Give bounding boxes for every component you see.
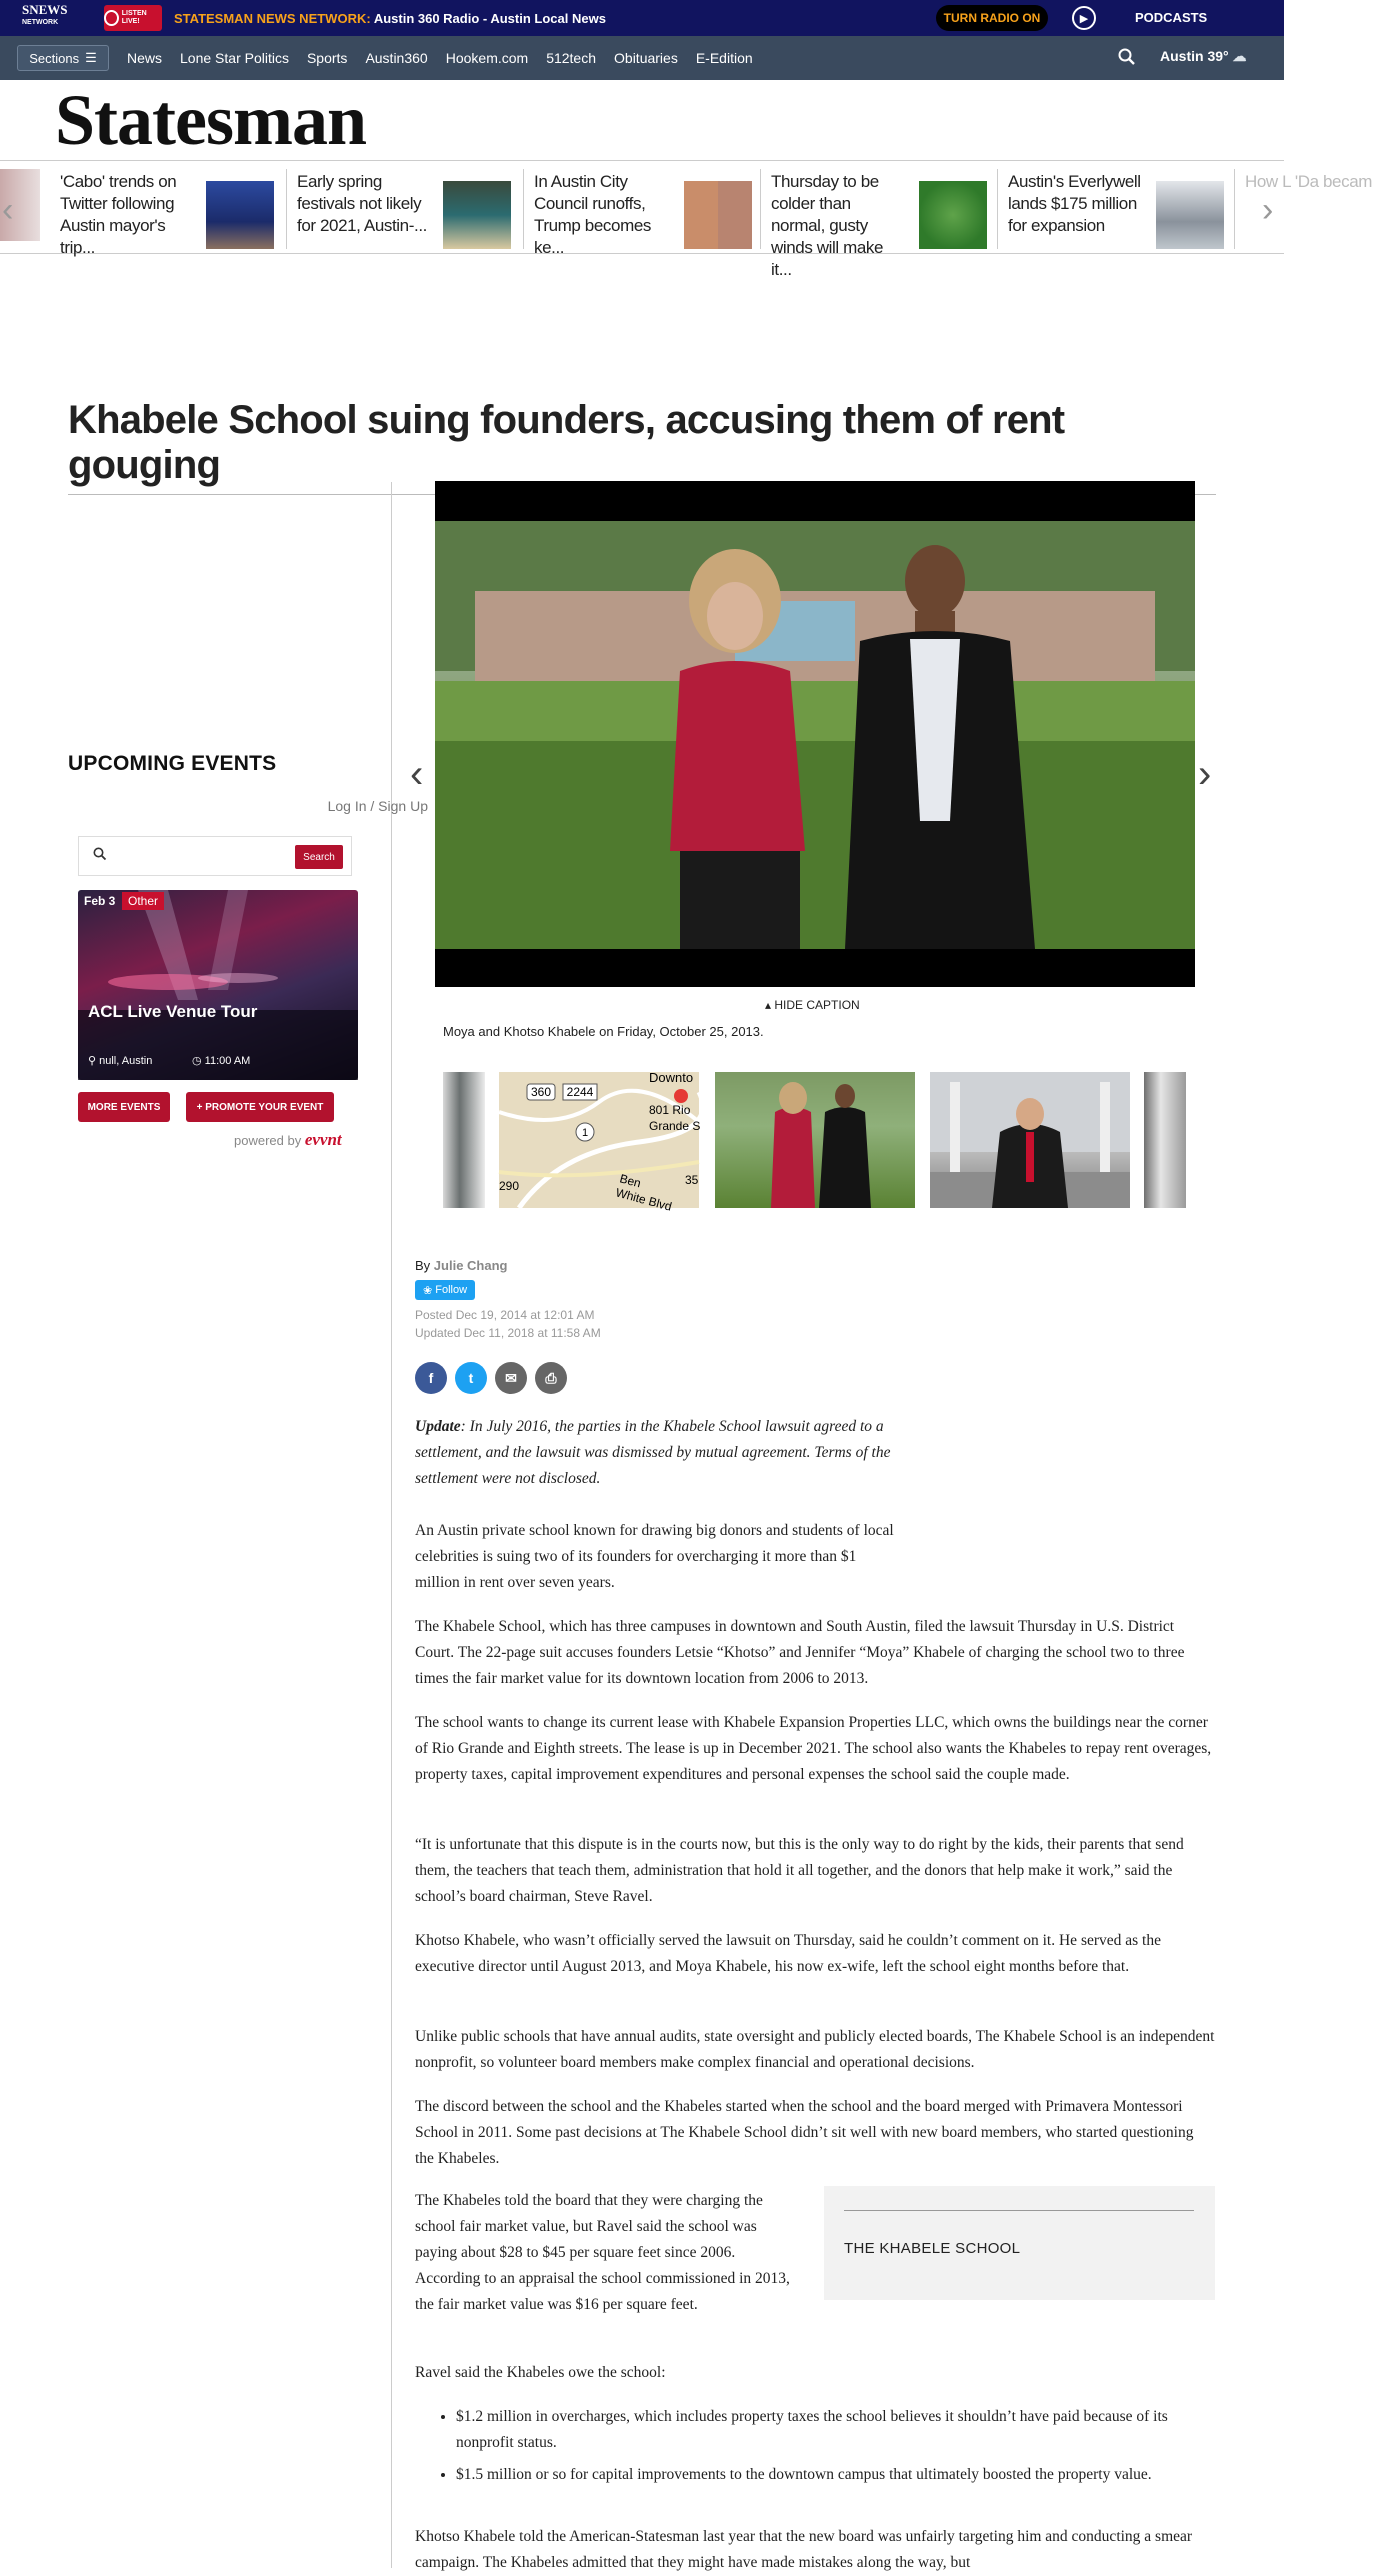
event-title: ACL Live Venue Tour xyxy=(88,1002,258,1021)
carousel-item[interactable]: Thursday to be colder than normal, gusty winds will make it... xyxy=(761,169,998,249)
article-headline: Khabele School suing founders, accusing them of rent gouging xyxy=(68,398,1216,495)
events-search-button[interactable]: Search xyxy=(295,845,343,869)
print-icon[interactable]: ⎙ xyxy=(535,1362,567,1394)
sidebox-title: THE KHABELE SCHOOL xyxy=(844,2240,1021,2257)
sections-menu-button[interactable]: Sections ☰ xyxy=(17,45,109,71)
events-search-field[interactable] xyxy=(78,836,352,876)
article-paragraph: The school wants to change its current lease with Khabele Expansion Properties LLC, which owns the buildings near the corner of Rio Grande and Eighth streets. The lease is up in December 2021. The school also wants the Khabeles to repay rent overages, property taxes, capital improvement expenditures and personal expenses the school said the couple made. xyxy=(415,1714,1212,1783)
weather-widget[interactable]: Austin 39° ☁ xyxy=(1160,48,1247,64)
news-network-logo[interactable]: SNEWS NETWORK xyxy=(22,2,68,26)
twitter-follow-button[interactable]: ❀ Follow xyxy=(415,1280,475,1300)
article-paragraph: An Austin private school known for drawing big donors and students of local celebrities is suing two of its founders for overcharging it more than $1 million in rent over seven years. xyxy=(415,1522,894,1591)
top-bar xyxy=(0,0,1284,36)
posted-date: Posted Dec 19, 2014 at 12:01 AM xyxy=(415,1308,595,1322)
powered-by-evvnt[interactable]: powered by evvnt xyxy=(234,1130,342,1149)
network-station: Austin 360 Radio - Austin Local News xyxy=(373,10,606,26)
hamburger-icon: ☰ xyxy=(85,50,97,65)
owed-list xyxy=(438,2404,1218,2494)
thumbnail-image xyxy=(715,1072,915,1208)
map-label: Grande S xyxy=(649,1119,701,1133)
thumbnail-image xyxy=(930,1072,1130,1208)
story-carousel xyxy=(0,160,1373,279)
clock-icon: ◷ xyxy=(192,1055,202,1067)
event-card[interactable] xyxy=(78,890,358,1080)
carousel-item[interactable]: 'Cabo' trends on Twitter following Austin mayor's trip... xyxy=(50,169,287,249)
podcasts-link[interactable]: PODCASTS xyxy=(1135,10,1208,25)
more-events-button[interactable]: MORE EVENTS xyxy=(78,1092,170,1122)
map-label: 801 Rio xyxy=(649,1103,691,1117)
search-icon[interactable] xyxy=(1118,48,1136,71)
nav-512tech[interactable]: 512tech xyxy=(546,50,597,66)
masthead-logo[interactable]: Statesman xyxy=(55,80,366,160)
hide-caption-toggle[interactable]: ▴ HIDE CAPTION xyxy=(765,998,860,1012)
photo-image xyxy=(435,521,1195,949)
story-thumbnail xyxy=(919,181,987,249)
event-image xyxy=(78,890,358,1080)
article-paragraph: Khotso Khabele told the American-Statesman last year that the new board was unfairly targeting him and conducting a smear campaign. The Khabeles admitted that they might have made mistakes along the way, but xyxy=(415,2528,1193,2571)
story-thumbnail xyxy=(443,181,511,249)
author-link[interactable]: Julie Chang xyxy=(433,1258,508,1273)
events-title: UPCOMING EVENTS xyxy=(68,752,277,775)
nav-lone-star-politics[interactable]: Lone Star Politics xyxy=(180,50,289,66)
twitter-icon: ❀ xyxy=(422,1284,433,1297)
gallery-thumbnail[interactable] xyxy=(930,1072,1130,1208)
carousel-prev-arrow[interactable]: ‹ xyxy=(2,191,14,229)
column-divider xyxy=(391,482,392,2568)
event-category-badge: Other xyxy=(122,892,164,910)
byline: By Julie Chang xyxy=(415,1258,508,1273)
photo-gallery-main[interactable] xyxy=(435,481,1195,987)
nav-austin360[interactable]: Austin360 xyxy=(365,50,428,66)
twitter-share-icon[interactable]: t xyxy=(455,1362,487,1394)
network-label: STATESMAN NEWS NETWORK: Austin 360 Radio - Austin Local News xyxy=(174,10,606,26)
gallery-next-arrow[interactable]: › xyxy=(1198,752,1212,796)
cloud-icon: ☁ xyxy=(1232,48,1247,64)
article-paragraph: The Khabele School, which has three campuses in downtown and South Austin, filed the lawsuit Thursday in U.S. District Court. The 22-page suit accuses founders Letsie “Khotso” and Jennifer “Moya” Khabele of charging the school two to three times the fair market value for its downtown location from 2006 to 2013. xyxy=(415,1618,1185,1687)
nav-obituaries[interactable]: Obituaries xyxy=(614,50,678,66)
event-time: ◷ 11:00 AM xyxy=(192,1055,251,1067)
update-label: Update xyxy=(415,1418,461,1435)
sidebox-rule xyxy=(844,2210,1194,2211)
map-image xyxy=(499,1070,701,1214)
map-label: 1 xyxy=(581,1127,589,1139)
updated-date: Updated Dec 11, 2018 at 11:58 AM xyxy=(415,1326,601,1340)
pin-icon: ⚲ xyxy=(88,1055,97,1067)
nav-e-edition[interactable]: E-Edition xyxy=(695,50,753,66)
main-nav xyxy=(0,36,1284,80)
upcoming-events-widget xyxy=(68,752,428,1149)
gallery-photo xyxy=(435,521,1195,949)
article-paragraph: Ravel said the Khabeles owe the school: xyxy=(415,2364,666,2381)
map-label: 2244 xyxy=(566,1085,594,1099)
carousel-item[interactable]: In Austin City Council runoffs, Trump becomes ke... xyxy=(524,169,761,249)
facebook-share-icon[interactable]: f xyxy=(415,1362,447,1394)
article-paragraph: The discord between the school and the Khabeles started when the school and the board merged with Primavera Montessori School in 2011. Some past decisions at The Khabele School didn’t sit well with new board members, who started questioning the Khabeles. xyxy=(415,2098,1194,2167)
map-label: 290 xyxy=(499,1179,520,1193)
list-item: • $1.2 million in overcharges, which includes property taxes the school believes it shouldn’t have paid because of its nonprofit status. xyxy=(456,2404,1218,2456)
map-label: 360 xyxy=(530,1085,552,1099)
caret-up-icon: ▴ xyxy=(765,998,772,1012)
promote-event-button[interactable]: + PROMOTE YOUR EVENT xyxy=(186,1092,334,1122)
update-note: Update: In July 2016, the parties in the Khabele School lawsuit agreed to a settlement, and the lawsuit was dismissed by mutual agreement. Terms of the settlement were not disclosed. xyxy=(415,1418,891,1487)
carousel-next-arrow[interactable]: › xyxy=(1262,191,1274,229)
story-thumbnail xyxy=(206,181,274,249)
map-label: Ben xyxy=(618,1171,643,1191)
map-label: 35 xyxy=(685,1173,699,1187)
map-label: White Blvd xyxy=(614,1185,674,1214)
turn-radio-on-button[interactable]: TURN RADIO ON xyxy=(936,5,1048,31)
related-sidebox[interactable] xyxy=(824,2186,1215,2300)
listen-live-button[interactable]: LISTEN LIVE! xyxy=(104,5,162,31)
carousel-item[interactable]: Early spring festivals not likely for 2021, Austin-... xyxy=(287,169,524,249)
gallery-thumbnail[interactable] xyxy=(443,1072,485,1208)
event-date: Feb 3 xyxy=(84,894,116,908)
event-location: ⚲ null, Austin xyxy=(88,1055,153,1067)
story-thumbnail xyxy=(1156,181,1224,249)
nav-hookem[interactable]: Hookem.com xyxy=(445,50,529,66)
search-icon xyxy=(93,847,107,864)
gallery-thumbnail-map[interactable] xyxy=(499,1070,701,1214)
story-thumbnail xyxy=(684,181,752,249)
list-item: • $1.5 million or so for capital improvements to the downtown campus that ultimately boosted the property value. xyxy=(456,2462,1218,2488)
article-paragraph: Khotso Khabele, who wasn’t officially served the lawsuit on Thursday, said he couldn’t comment on it. He served as the executive director until August 2013, and Moya Khabele, his now ex-wife, left the school eight months before that. xyxy=(415,1932,1161,1975)
carousel-item[interactable]: Austin's Everlywell lands $175 million for expansion xyxy=(998,169,1235,249)
timestamps xyxy=(415,1306,601,1342)
radio-icon xyxy=(104,10,119,26)
article-paragraph: The Khabeles told the board that they were charging the school fair market value, but Ravel said the school was paying about $28 to $45 per square feet since 2006. According to an appraisal the school commissioned in 2013, the fair market value was $16 per square feet. xyxy=(415,2192,790,2313)
gallery-thumbnail[interactable] xyxy=(1144,1072,1186,1208)
photo-caption: Moya and Khotso Khabele on Friday, October 25, 2013. xyxy=(443,1024,764,1039)
carousel-item-partial[interactable]: How L 'Da becam xyxy=(1245,172,1373,191)
nav-news[interactable]: News xyxy=(127,50,163,66)
email-share-icon[interactable]: ✉ xyxy=(495,1362,527,1394)
article-paragraph: “It is unfortunate that this dispute is in the courts now, but this is the only way to do right by the kids, their parents that send them, the teachers that teach them, administration that hold it all together, and the donors that help make it work,” said the school’s board chairman, Steve Ravel. xyxy=(415,1836,1184,1905)
map-label: Downto xyxy=(649,1070,694,1085)
gallery-thumbnail[interactable] xyxy=(715,1072,915,1208)
article-paragraph: Unlike public schools that have annual audits, state oversight and publicly elected boards, The Khabele School is an independent nonprofit, so volunteer board members make complex financial and operational decisions. xyxy=(415,2028,1215,2071)
events-login-link[interactable]: Log In / Sign Up xyxy=(327,798,428,814)
gallery-prev-arrow[interactable]: ‹ xyxy=(410,752,424,796)
share-buttons xyxy=(415,1362,567,1394)
nav-sports[interactable]: Sports xyxy=(306,50,348,66)
speaker-icon[interactable]: ▶ xyxy=(1072,6,1096,30)
